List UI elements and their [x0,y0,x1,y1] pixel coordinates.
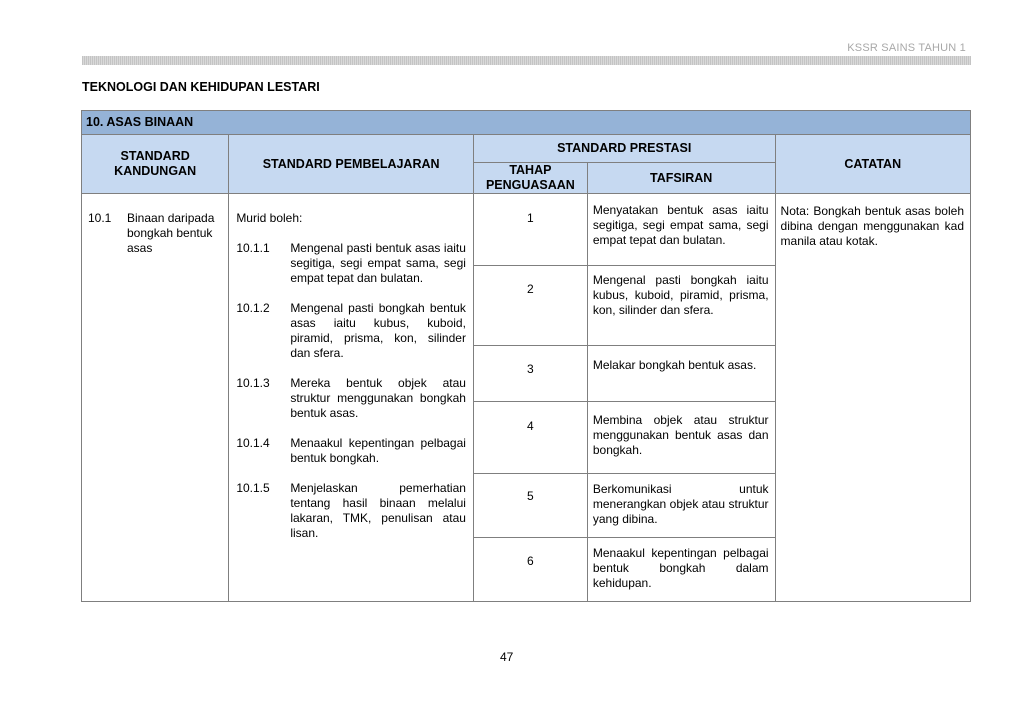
tahap-cell: 2 [473,266,587,346]
pembelajaran-item [230,241,472,286]
tafsiran-cell: Berkomunikasi untuk menerangkan objek atau struktur yang dibina. [587,474,775,538]
pembelajaran-cell [229,194,474,602]
pembelajaran-item [230,376,472,421]
tafsiran-cell: Membina objek atau struktur menggunakan bentuk asas dan bongkah. [587,402,775,474]
pembelajaran-item [230,301,472,361]
header-tahap: TAHAP PENGUASAAN [473,163,587,194]
tafsiran-cell: Menaakul kepentingan pelbagai bentuk bongkah dalam kehidupan. [587,538,775,602]
kandungan-number: 10.1 [88,211,112,225]
header-catatan: CATATAN [775,135,970,194]
pembelajaran-number: 10.1.1 [236,241,270,255]
curriculum-table [81,110,971,602]
tafsiran-cell: Melakar bongkah bentuk asas. [587,346,775,402]
pembelajaran-text: Menjelaskan pemerhatian tentang hasil binaan melalui lakaran, TMK, penulisan atau lisan. [290,481,466,540]
page-number: 47 [500,650,514,664]
pembelajaran-intro: Murid boleh: [236,211,303,225]
pembelajaran-number: 10.1.3 [236,376,270,390]
header-prestasi: STANDARD PRESTASI [473,135,775,163]
header-pembelajaran: STANDARD PEMBELAJARAN [229,135,474,194]
pembelajaran-number: 10.1.2 [236,301,270,315]
pembelajaran-text: Mereka bentuk objek atau struktur menggunakan bongkah bentuk asas. [290,376,466,420]
pembelajaran-item [230,481,472,541]
header-tafsiran: TAFSIRAN [587,163,775,194]
running-header: KSSR SAINS TAHUN 1 [847,42,966,54]
pembelajaran-text: Menaakul kepentingan pelbagai bentuk bongkah. [290,436,466,465]
page-title: TEKNOLOGI DAN KEHIDUPAN LESTARI [82,80,320,94]
section-title-text: 10. ASAS BINAAN [86,115,194,129]
pembelajaran-text: Mengenal pasti bongkah bentuk asas iaitu kubus, kuboid, piramid, prisma, kon, silinder dan sfera. [290,301,466,360]
kandungan-cell [82,194,229,602]
tahap-cell: 1 [473,194,587,266]
tafsiran-cell: Mengenal pasti bongkah iaitu kubus, kuboid, piramid, prisma, kon, silinder dan sfera. [587,266,775,346]
header-kandungan: STANDARD KANDUNGAN [82,135,229,194]
tahap-cell: 5 [473,474,587,538]
tahap-cell: 3 [473,346,587,402]
pembelajaran-text: Mengenal pasti bentuk asas iaitu segitiga, segi empat sama, segi empat tepat dan bulatan. [290,241,466,285]
pembelajaran-number: 10.1.5 [236,481,270,495]
pembelajaran-item [230,436,472,466]
section-title [82,111,971,135]
tahap-cell: 6 [473,538,587,602]
header-divider-bar [82,56,971,65]
tafsiran-cell: Menyatakan bentuk asas iaitu segitiga, segi empat sama, segi empat tepat dan bulatan. [587,194,775,266]
tahap-cell: 4 [473,402,587,474]
kandungan-text: Binaan daripada bongkah bentuk asas [127,211,215,255]
catatan-cell: Nota: Bongkah bentuk asas boleh dibina dengan menggunakan kad manila atau kotak. [775,194,970,602]
pembelajaran-number: 10.1.4 [236,436,270,450]
